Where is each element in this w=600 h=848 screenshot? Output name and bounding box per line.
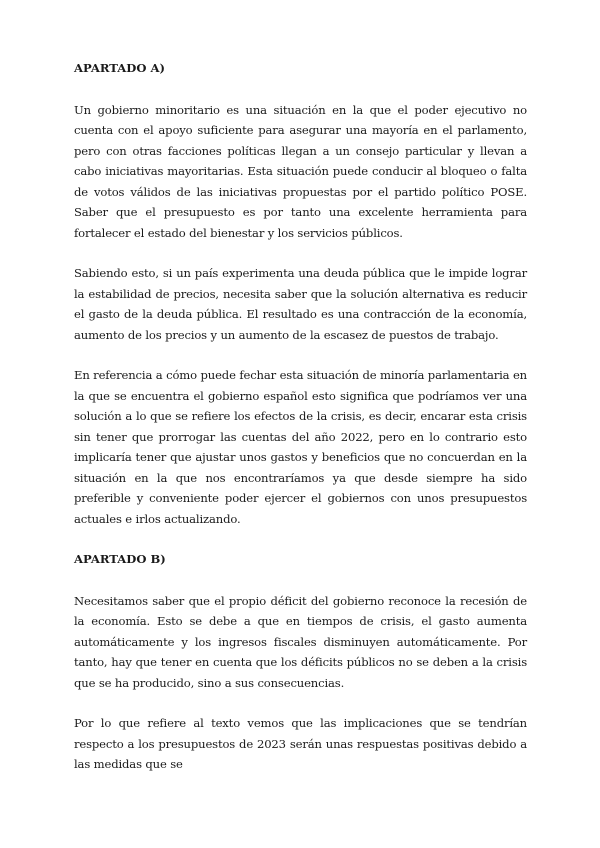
section-b-paragraph-2: Por lo que refiere al texto vemos que las implicaciones que se tendrían respecto a los presupuestos de 2023 serán unas respuestas positivas debido a las medidas que se [74,716,527,771]
section-a-heading: APARTADO A) [74,61,165,75]
section-a-paragraph-1: Un gobierno minoritario es una situación en la que el poder ejecutivo no cuenta con el apoyo suficiente para asegurar una mayoría en el parlamento, pero con otras facciones políticas llegan a un consejo particular y llevan a cabo iniciativas mayoritarias. Esta situación puede conducir al bloqueo o falta de votos válidos de las iniciativas propuestas por el partido político POSE. Saber que el presupuesto es por tanto una excelente herramienta para fortalecer el estado del bienestar y los servicios públicos. [74,102,527,240]
section-a-paragraph-3: En referencia a cómo puede fechar esta situación de minoría parlamentaria en la que se encuentra el gobierno español esto significa que podríamos ver una solución a lo que se refiere los efectos de la crisis, es decir, encarar esta crisis sin tener que prorrogar las cuentas del año 2022, pero en lo contrario esto implicaría tener que ajustar unos gastos y beneficios que no concuerdan en la situación en la que nos encontraríamos ya que desde siempre ha sido preferible y conveniente poder ejercer el gobiernos con unos presupuestos actuales e irlos actualizando. [74,368,527,526]
document-page [74,58,527,795]
section-b-paragraph-1: Necesitamos saber que el propio déficit del gobierno reconoce la recesión de la economía. Esto se debe a que en tiempos de crisis, el gasto aumenta automáticamente y los ingresos fiscales disminuyen automáticamente. Por tanto, hay que tener en cuenta que los déficits públicos no se deben a la crisis que se ha producido, sino a sus consecuencias. [74,593,527,690]
section-a-paragraph-2: Sabiendo esto, si un país experimenta una deuda pública que le impide lograr la estabilidad de precios, necesita saber que la solución alternativa es reducir el gasto de la deuda pública. El resultado es una contracción de la economía, aumento de los precios y un aumento de la escasez de puestos de trabajo. [74,266,527,342]
section-b-heading: APARTADO B) [74,552,166,566]
